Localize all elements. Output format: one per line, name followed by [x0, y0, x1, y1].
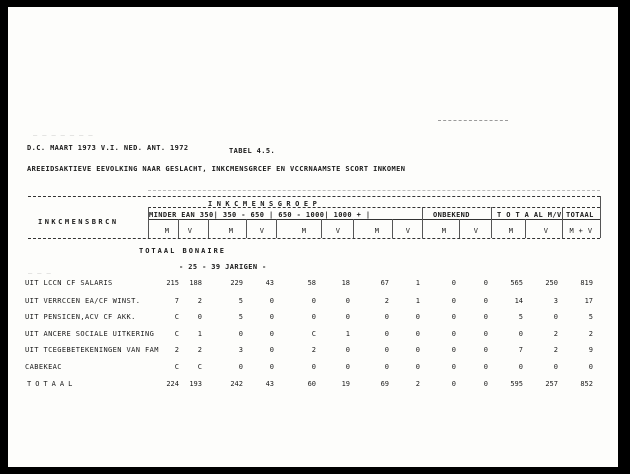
table-cell: 2	[197, 297, 202, 305]
table-cell: 2	[588, 330, 593, 338]
income-class-headers: MINDER EAN 350| 350 - 650 | 650 - 1000| 1000 + |	[149, 211, 371, 219]
sex-label: V	[405, 227, 411, 235]
table-cell: 43	[265, 279, 274, 287]
table-cell: 67	[380, 279, 389, 287]
table-cell: 0	[553, 363, 558, 371]
col-sep	[600, 196, 601, 238]
table-cell: 1	[345, 330, 350, 338]
table-cell: 5	[238, 297, 243, 305]
table-cell: 0	[483, 330, 488, 338]
table-cell: 0	[384, 346, 389, 354]
table-cell: 7	[174, 297, 179, 305]
table-cell: 0	[415, 313, 420, 321]
table-cell: 0	[451, 380, 456, 388]
rule-sub	[148, 219, 600, 220]
sex-label: V	[473, 227, 479, 235]
table-cell: 0	[415, 346, 420, 354]
table-cell: C	[197, 363, 202, 371]
sex-label: M	[301, 227, 307, 235]
table-cell: C	[174, 363, 179, 371]
table-cell: C	[311, 330, 316, 338]
row-label: UIT VERRCCEN EA/CF WINST.	[25, 297, 141, 305]
row-label: CABEKEAC	[25, 363, 62, 371]
col-sep	[208, 219, 209, 238]
section-title: TOTAAL BONAIRE	[139, 247, 227, 255]
row-header-label: INKCMENSBRCN	[38, 218, 119, 226]
table-cell: C	[174, 313, 179, 321]
age-group: - 25 - 39 JARIGEN -	[179, 263, 267, 271]
table-cell: 0	[451, 363, 456, 371]
table-cell: 0	[518, 330, 523, 338]
header-table-number: TABEL 4.5.	[229, 147, 276, 155]
table-cell: 0	[269, 297, 274, 305]
bleed-dash	[438, 120, 508, 121]
table-cell: 0	[345, 363, 350, 371]
table-cell: 2	[174, 346, 179, 354]
table-cell: 242	[230, 380, 243, 388]
table-cell: 19	[341, 380, 350, 388]
sex-label: M	[164, 227, 170, 235]
table-cell: 0	[311, 363, 316, 371]
table-cell: 215	[166, 279, 179, 287]
table-cell: 250	[545, 279, 558, 287]
row-label: TOTAAL	[27, 380, 77, 388]
row-label: UIT ANCERE SOCIALE UITKERING	[25, 330, 155, 338]
table-cell: 0	[483, 363, 488, 371]
table-cell: 0	[415, 330, 420, 338]
table-cell: 0	[269, 330, 274, 338]
table-cell: 0	[451, 313, 456, 321]
sex-label: V	[335, 227, 341, 235]
table-cell: 69	[380, 380, 389, 388]
table-cell: 0	[345, 297, 350, 305]
table-cell: 0	[451, 297, 456, 305]
sex-label: M + V	[569, 227, 593, 235]
bleed-text-2: — — —	[28, 269, 52, 277]
table-cell: 0	[384, 363, 389, 371]
table-cell: 2	[553, 330, 558, 338]
table-cell: 43	[265, 380, 274, 388]
table-cell: 0	[483, 380, 488, 388]
table-cell: 1	[197, 330, 202, 338]
table-cell: 819	[580, 279, 593, 287]
table-cell: 60	[307, 380, 316, 388]
table-cell: 0	[483, 279, 488, 287]
table-cell: 18	[341, 279, 350, 287]
document-page	[8, 7, 618, 467]
table-cell: 0	[269, 346, 274, 354]
sex-label: V	[259, 227, 265, 235]
table-cell: 0	[553, 313, 558, 321]
table-cell: 17	[584, 297, 593, 305]
table-cell: 9	[588, 346, 593, 354]
table-cell: 0	[415, 363, 420, 371]
table-cell: 0	[451, 279, 456, 287]
row-label: UIT PENSICEN,ACV CF AKK.	[25, 313, 136, 321]
table-cell: 0	[311, 313, 316, 321]
col-sep	[321, 219, 322, 238]
table-cell: 2	[415, 380, 420, 388]
table-cell: 0	[451, 346, 456, 354]
row-label: UIT LCCN CF SALARIS	[25, 279, 113, 287]
rule-header-bottom	[28, 238, 600, 239]
table-cell: 0	[451, 330, 456, 338]
table-cell: 852	[580, 380, 593, 388]
sex-label: V	[543, 227, 549, 235]
sex-label: M	[441, 227, 447, 235]
table-cell: 2	[384, 297, 389, 305]
header-source: D.C. MAART 1973 V.I. NED. ANT. 1972	[27, 144, 189, 152]
col-sep	[353, 219, 354, 238]
table-cell: 14	[514, 297, 523, 305]
table-cell: 193	[189, 380, 202, 388]
table-cell: 0	[483, 346, 488, 354]
table-cell: 7	[518, 346, 523, 354]
table-cell: 3	[553, 297, 558, 305]
table-cell: 0	[345, 346, 350, 354]
table-cell: 0	[588, 363, 593, 371]
table-cell: 595	[510, 380, 523, 388]
sex-label: M	[508, 227, 514, 235]
col-sep	[562, 207, 563, 238]
table-cell: 2	[553, 346, 558, 354]
bleed-text-1: — — — — — — —	[33, 131, 93, 139]
table-cell: 565	[510, 279, 523, 287]
table-cell: 2	[197, 346, 202, 354]
rule-top	[28, 196, 600, 197]
table-cell: 5	[588, 313, 593, 321]
sex-label: V	[187, 227, 193, 235]
table-cell: 0	[197, 313, 202, 321]
table-cell: 0	[238, 330, 243, 338]
table-cell: 5	[518, 313, 523, 321]
table-cell: 0	[483, 313, 488, 321]
table-cell: 1	[415, 297, 420, 305]
table-cell: 0	[311, 297, 316, 305]
table-cell: 257	[545, 380, 558, 388]
row-label: UIT TCEGEBETEKENINGEN VAN FAM	[25, 346, 159, 354]
unknown-header: ONBEKEND	[433, 211, 470, 219]
table-cell: 58	[307, 279, 316, 287]
table-cell: 3	[238, 346, 243, 354]
sex-label: M	[374, 227, 380, 235]
table-cell: 0	[269, 313, 274, 321]
table-cell: 229	[230, 279, 243, 287]
col-sep	[459, 219, 460, 238]
table-cell: 0	[384, 330, 389, 338]
table-cell: 0	[384, 313, 389, 321]
table-cell: 0	[483, 297, 488, 305]
table-cell: 2	[311, 346, 316, 354]
table-cell: 1	[415, 279, 420, 287]
table-cell: 224	[166, 380, 179, 388]
table-cell: 0	[269, 363, 274, 371]
total-mv-header: T O T A AL M/V	[497, 211, 562, 219]
table-cell: C	[174, 330, 179, 338]
table-cell: 0	[518, 363, 523, 371]
group-header: INKCMENSGROEP	[208, 200, 322, 208]
table-cell: 5	[238, 313, 243, 321]
total-header: TOTAAL	[566, 211, 594, 219]
sex-label: M	[228, 227, 234, 235]
table-title: AREEIDSAKTIEVE EEVOLKING NAAR GESLACHT, INKCMENSGRCEF EN VCCRNAAMSTE SCORT INKOMEN	[27, 165, 406, 173]
col-sep	[491, 207, 492, 238]
table-cell: 0	[238, 363, 243, 371]
rule-faint-top	[148, 190, 600, 191]
table-cell: 188	[189, 279, 202, 287]
table-cell: 0	[345, 313, 350, 321]
